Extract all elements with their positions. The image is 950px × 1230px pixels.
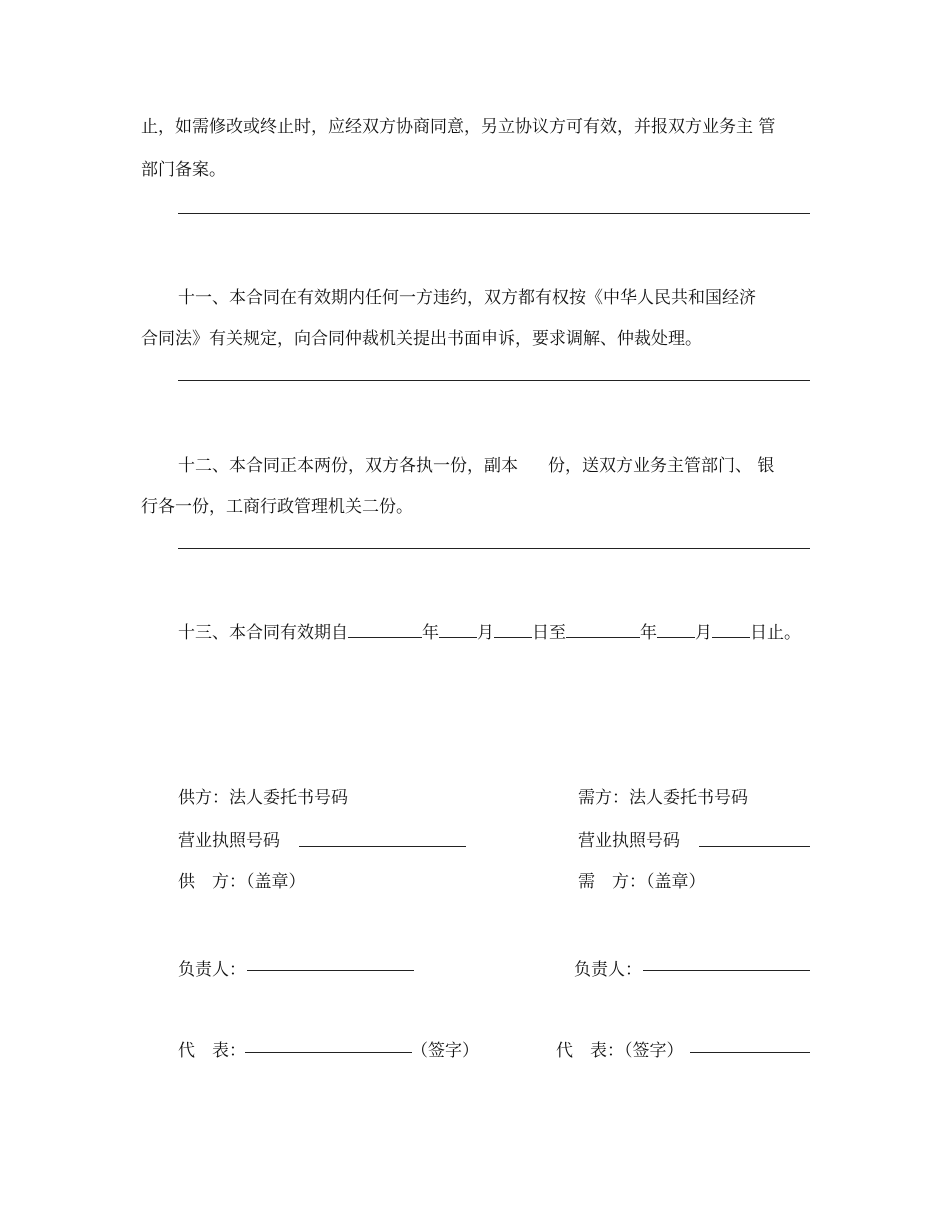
supplier-license-label: 营业执照号码 <box>178 831 280 851</box>
supplier-rep-label: 代 表： <box>178 1041 246 1061</box>
day-to-label: 日至 <box>532 623 566 643</box>
clause-11-line-2: 合同法》有关规定，向合同仲裁机关提出书面申诉，要求调解、仲裁处理。 <box>141 329 702 349</box>
supplier-rep-sign-label: （签字） <box>411 1041 479 1061</box>
start-month-blank[interactable] <box>439 621 477 638</box>
end-month-blank[interactable] <box>657 621 695 638</box>
divider-line <box>178 380 810 381</box>
divider-line <box>178 548 810 549</box>
end-year-blank[interactable] <box>566 621 640 638</box>
divider-line <box>178 213 810 214</box>
supplier-seal-label: 供 方：（盖章） <box>178 872 306 892</box>
buyer-person-blank[interactable] <box>643 970 810 971</box>
supplier-rep-blank[interactable] <box>245 1052 412 1053</box>
clause-12-line-2: 行各一份，工商行政管理机关二份。 <box>141 497 413 517</box>
buyer-rep-blank[interactable] <box>690 1052 810 1053</box>
buyer-auth-label: 需方：法人委托书号码 <box>578 788 748 808</box>
supplier-license-blank[interactable] <box>299 846 466 847</box>
clause-12-line-1 <box>178 451 774 476</box>
start-year-blank[interactable] <box>348 621 422 638</box>
clause-10-line-1: 止，如需修改或终止时，应经双方协商同意，另立协议方可有效，并报双方业务主 管 <box>141 117 776 137</box>
buyer-person-label: 负责人： <box>574 960 642 980</box>
buyer-license-blank[interactable] <box>699 846 810 847</box>
month-label: 月 <box>477 623 494 643</box>
clause-10-line-2: 部门备案。 <box>141 160 226 180</box>
clause-12-text-a: 十二、本合同正本两份，双方各执一份，副本 <box>178 456 518 476</box>
clause-13-prefix: 十三、本合同有效期自 <box>178 623 348 643</box>
buyer-seal-label: 需 方：（盖章） <box>578 872 706 892</box>
month-label-2: 月 <box>695 623 712 643</box>
year-label: 年 <box>422 623 439 643</box>
day-end-label: 日止。 <box>750 623 801 643</box>
supplier-auth-label: 供方：法人委托书号码 <box>178 788 348 808</box>
supplier-person-blank[interactable] <box>247 970 414 971</box>
end-day-blank[interactable] <box>712 621 750 638</box>
supplier-person-label: 负责人： <box>178 960 246 980</box>
clause-13-line <box>178 618 801 643</box>
buyer-rep-label: 代 表：（签字） <box>556 1041 684 1061</box>
clause-11-line-1: 十一、本合同在有效期内任何一方违约，双方都有权按《中华人民共和国经济 <box>178 288 756 308</box>
start-day-blank[interactable] <box>494 621 532 638</box>
year-label-2: 年 <box>640 623 657 643</box>
buyer-license-label: 营业执照号码 <box>578 831 680 851</box>
clause-12-text-b: 份，送双方业务主管部门、 银 <box>548 456 775 476</box>
